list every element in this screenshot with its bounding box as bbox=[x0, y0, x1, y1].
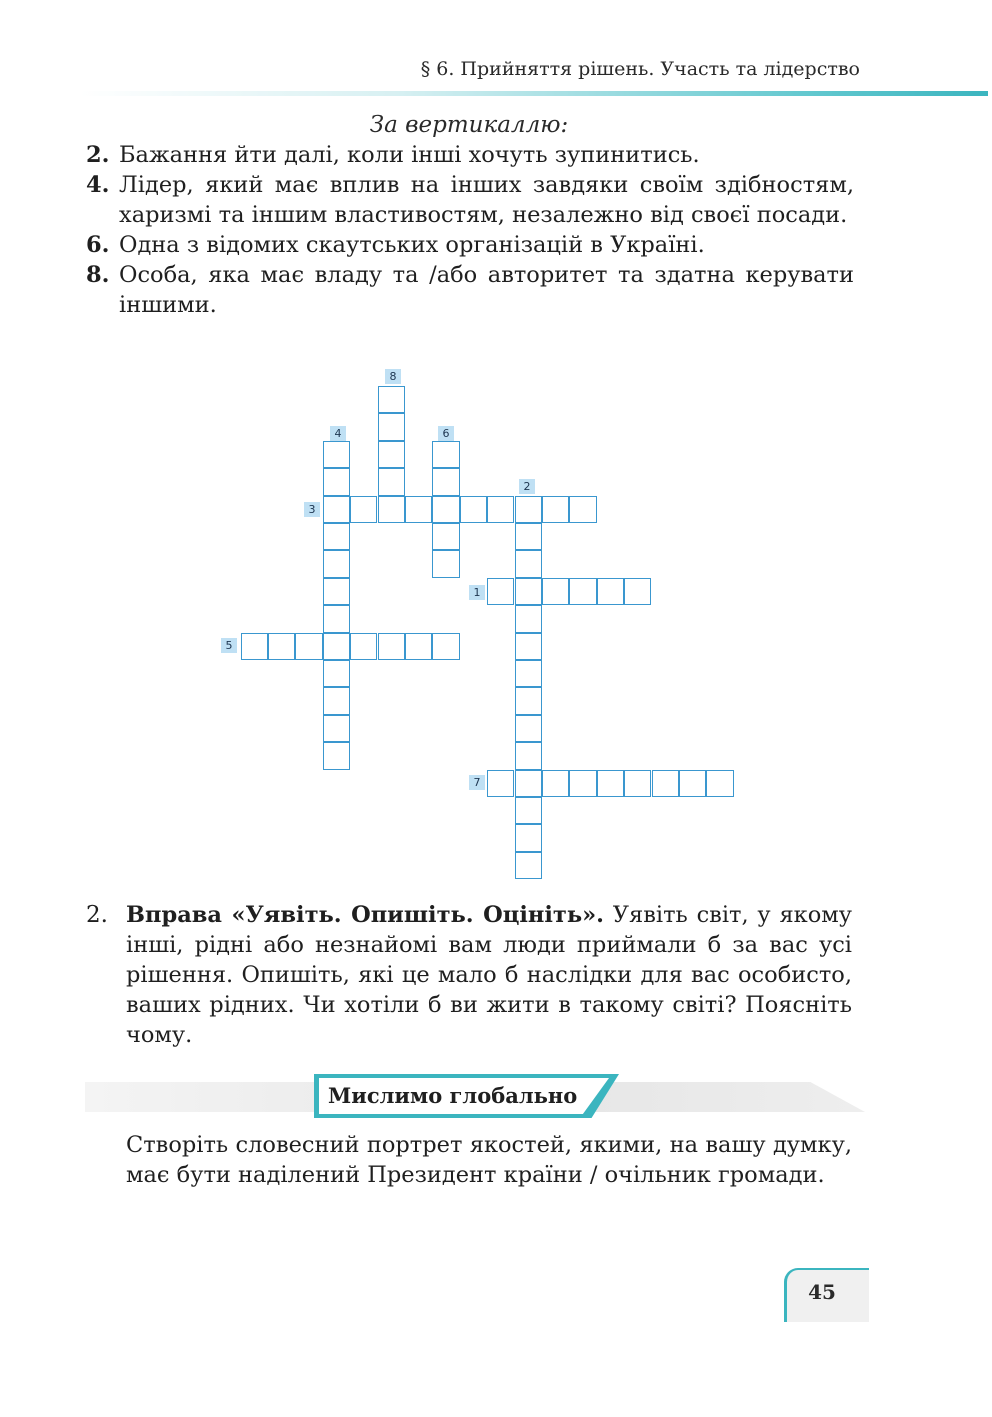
exercise-2 bbox=[86, 900, 852, 1050]
crossword-cell[interactable] bbox=[323, 468, 350, 495]
crossword-cell[interactable] bbox=[515, 824, 542, 851]
crossword-cell[interactable] bbox=[323, 550, 350, 577]
clue-item bbox=[86, 230, 854, 260]
crossword-cell[interactable] bbox=[569, 496, 596, 523]
crossword-cell[interactable] bbox=[378, 468, 405, 495]
crossword-cell[interactable] bbox=[323, 578, 350, 605]
crossword-cell[interactable] bbox=[569, 770, 596, 797]
crossword-cell[interactable] bbox=[323, 633, 350, 660]
crossword-cell[interactable] bbox=[624, 770, 651, 797]
clue-item bbox=[86, 140, 854, 170]
crossword-cell[interactable] bbox=[515, 660, 542, 687]
clue-item bbox=[86, 260, 854, 320]
crossword-cell[interactable] bbox=[378, 633, 405, 660]
crossword-label-4: 4 bbox=[330, 426, 346, 441]
crossword-cell[interactable] bbox=[487, 496, 514, 523]
crossword-cell[interactable] bbox=[515, 715, 542, 742]
crossword-cell[interactable] bbox=[515, 496, 542, 523]
crossword-cell[interactable] bbox=[515, 578, 542, 605]
crossword-cell[interactable] bbox=[405, 496, 432, 523]
crossword-cell[interactable] bbox=[350, 496, 377, 523]
crossword-cell[interactable] bbox=[706, 770, 733, 797]
clue-item bbox=[86, 170, 854, 230]
crossword-cell[interactable] bbox=[515, 550, 542, 577]
crossword-cell[interactable] bbox=[679, 770, 706, 797]
crossword-cell[interactable] bbox=[323, 441, 350, 468]
crossword-cell[interactable] bbox=[542, 578, 569, 605]
running-head: § 6. Прийняття рішень. Участь та лідерство bbox=[420, 58, 860, 80]
crossword-cell[interactable] bbox=[432, 441, 459, 468]
crossword-cell[interactable] bbox=[569, 578, 596, 605]
crossword-cell[interactable] bbox=[487, 578, 514, 605]
crossword-cell[interactable] bbox=[323, 496, 350, 523]
clue-number: 2. bbox=[86, 142, 110, 168]
crossword-cell[interactable] bbox=[350, 633, 377, 660]
crossword-cell[interactable] bbox=[460, 496, 487, 523]
crossword-label-7: 7 bbox=[469, 775, 485, 790]
exercise-body bbox=[86, 900, 852, 1050]
global-task-text: Створіть словесний портрет якостей, якими, на вашу думку, має бути наділений Президент країни / очільник громади. bbox=[126, 1132, 852, 1188]
crossword-cell[interactable] bbox=[432, 468, 459, 495]
crossword-cell[interactable] bbox=[515, 852, 542, 879]
clue-text: Бажання йти далі, коли інші хочуть зупинитись. bbox=[119, 142, 700, 168]
crossword-cell[interactable] bbox=[515, 523, 542, 550]
vertical-clues-title: За вертикаллю: bbox=[369, 112, 569, 138]
crossword-cell[interactable] bbox=[378, 413, 405, 440]
clue-number: 8. bbox=[86, 262, 110, 288]
crossword-label-5: 5 bbox=[221, 638, 237, 653]
crossword-label-1: 1 bbox=[469, 585, 485, 600]
header-rule bbox=[80, 91, 988, 96]
crossword-cell[interactable] bbox=[432, 550, 459, 577]
crossword-cell[interactable] bbox=[515, 633, 542, 660]
crossword-cell[interactable] bbox=[652, 770, 679, 797]
global-section-title: Мислимо глобально bbox=[328, 1083, 578, 1108]
crossword-cell[interactable] bbox=[405, 633, 432, 660]
clue-number: 4. bbox=[86, 172, 110, 198]
crossword-cell[interactable] bbox=[432, 496, 459, 523]
page-number: 45 bbox=[808, 1280, 836, 1304]
crossword-cell[interactable] bbox=[515, 605, 542, 632]
clue-text: Лідер, який має вплив на інших завдяки своїм здібностям, харизмі та іншим властивостям, незалежно від своєї посади. bbox=[119, 172, 854, 228]
crossword-cell[interactable] bbox=[542, 770, 569, 797]
crossword-cell[interactable] bbox=[378, 441, 405, 468]
crossword-cell[interactable] bbox=[624, 578, 651, 605]
crossword-cell[interactable] bbox=[515, 797, 542, 824]
clue-text: Одна з відомих скаутських організацій в Україні. bbox=[119, 232, 705, 258]
crossword-cell[interactable] bbox=[432, 633, 459, 660]
crossword-cell[interactable] bbox=[487, 770, 514, 797]
crossword-cell[interactable] bbox=[323, 660, 350, 687]
crossword-cell[interactable] bbox=[432, 523, 459, 550]
exercise-text: Уявіть світ, у якому інші, рідні або незнайомі вам люди приймали б за вас усі рішення. Опишіть, які це мало б наслідки для вас особисто, ваших рідних. Чи хотіли б ви жити в такому світі? Поясніть чому. bbox=[126, 902, 852, 1048]
clue-text: Особа, яка має владу та /або авторитет та здатна керувати іншими. bbox=[119, 262, 854, 318]
exercise-title: Вправа «Уявіть. Опишіть. Оцініть». bbox=[126, 902, 604, 928]
crossword-cell[interactable] bbox=[515, 770, 542, 797]
vertical-clues-list bbox=[86, 140, 854, 320]
clue-number: 6. bbox=[86, 232, 110, 258]
crossword-cell[interactable] bbox=[542, 496, 569, 523]
crossword-cell[interactable] bbox=[597, 770, 624, 797]
crossword-label-3: 3 bbox=[304, 502, 320, 517]
crossword-cell[interactable] bbox=[323, 605, 350, 632]
crossword-label-6: 6 bbox=[438, 426, 454, 441]
crossword-cell[interactable] bbox=[515, 742, 542, 769]
exercise-number: 2. bbox=[86, 902, 108, 928]
crossword-label-8: 8 bbox=[385, 369, 401, 384]
crossword-cell[interactable] bbox=[323, 715, 350, 742]
crossword-cell[interactable] bbox=[515, 687, 542, 714]
crossword-cell[interactable] bbox=[268, 633, 295, 660]
crossword-label-2: 2 bbox=[519, 479, 535, 494]
crossword-cell[interactable] bbox=[378, 496, 405, 523]
crossword-cell[interactable] bbox=[378, 386, 405, 413]
crossword-cell[interactable] bbox=[323, 523, 350, 550]
crossword-cell[interactable] bbox=[295, 633, 322, 660]
crossword-cell[interactable] bbox=[597, 578, 624, 605]
crossword-cell[interactable] bbox=[241, 633, 268, 660]
crossword-cell[interactable] bbox=[323, 687, 350, 714]
crossword-cell[interactable] bbox=[323, 742, 350, 769]
